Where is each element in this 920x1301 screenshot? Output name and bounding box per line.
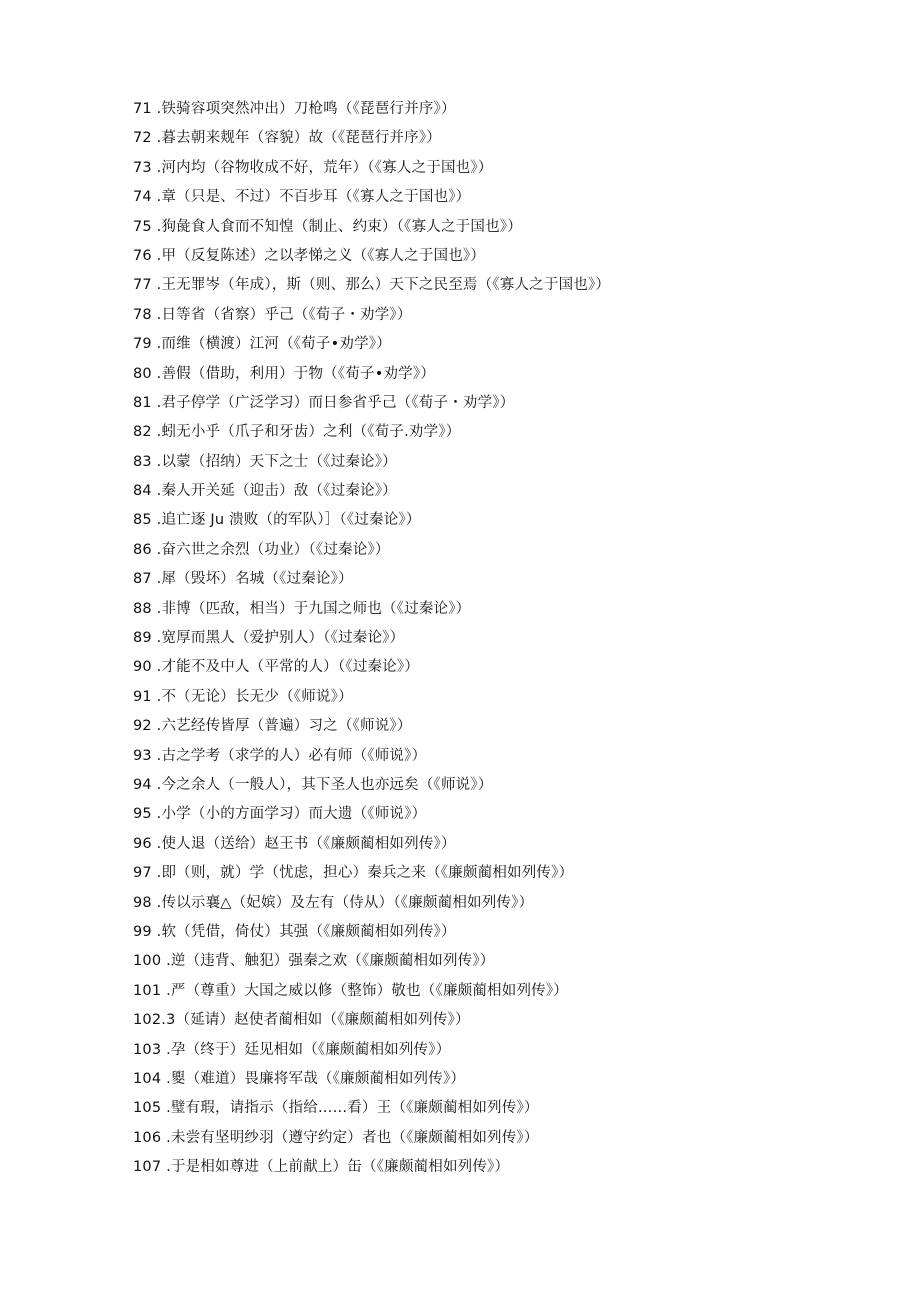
list-item [133,1006,893,1035]
entry-text: 97 .即（则，就）学（忧虑，担心）秦兵之来（《廉颇蔺相如列传》） [133,865,574,882]
entry-text: 104 .夓（难道）畏廉将军哉（《廉颇蔺相如列传》） [133,1070,466,1087]
entry-text: 101 .严（尊重）大国之威以修（整饰）敬也（《廉颇蔺相如列传》） [133,982,568,999]
list-item [133,418,893,447]
list-item [133,1094,893,1123]
entry-text: 96 .使人退（送给）赵王书（《廉颇蔺相如列传》） [133,835,456,852]
list-item [133,771,893,800]
entry-text: 85 .追亡逐 Ju 溃败（的军队）］（《过秦论》） [133,512,421,529]
entry-text: 94 .今之余人（一般人），其下圣人也亦远矣（《师说》） [133,776,493,793]
entry-text: 83 .以蒙（招纳）天下之士（《过秦论》） [133,453,397,470]
list-item [133,742,893,771]
entry-text: 86 .奋六世之余烈（功业）（《过秦论》） [133,541,390,558]
entry-text: 90 .才能不及中人（平常的人）（《过秦论》） [133,659,420,676]
entry-text: 74 .章（只是、不过）不百步耳（《寡人之于国也》） [133,189,471,206]
entry-text: 103 .孕（终于）廷见相如（《廉颇蔺相如列传》） [133,1041,451,1058]
list-item [133,653,893,682]
entry-text: 71 .铁骑容项突然冲出）刀枪鸣（《琵琶行并序》） [133,101,456,117]
entry-text: 92 .六艺经传皆厚（普遍）习之（《师说》） [133,718,412,735]
list-item [133,1153,893,1182]
entry-text: 87 .犀（毁坏）名城（《过秦论》） [133,571,353,588]
list-item [133,1065,893,1094]
entry-text: 93 .古之学考（求学的人）必有师（《师说》） [133,747,427,764]
entry-text: 77 .王无罪岑（年成），斯（则、那么）天下之民至焉（《寡人之于国也》） [133,277,611,294]
entry-text: 76 .甲（反复陈述）之以孝悌之义（《寡人之于国也》） [133,247,486,264]
list-item [133,800,893,829]
entry-list [133,95,893,1182]
list-item [133,506,893,535]
entry-text: 72 .暮去朝来觌年（容貌）故（《琵琶行并序》） [133,130,441,147]
entry-text: 100 .逆（违背、触犯）强秦之欢（《廉颇蔺相如列传》） [133,953,495,970]
list-item [133,889,893,918]
list-item [133,448,893,477]
list-item [133,389,893,418]
list-item [133,242,893,271]
entry-text: 98 .传以示襄△（妃嫔）及左有（侍从）（《廉颇蔺相如列传》） [133,894,534,911]
entry-text: 79 .而维（横渡）江河（《荀子•劝学》） [133,336,391,353]
list-item [133,830,893,859]
entry-text: 84 .秦人开关延（迎击）敌（《过秦论》） [133,483,397,500]
entry-text: 105 .璧有瑕，请指示（指给……看）王（《廉颇蔺相如列传》） [133,1100,539,1117]
list-item [133,154,893,183]
list-item [133,124,893,153]
entry-text: 78 .日等省（省察）乎己（《荀子・劝学》） [133,306,412,323]
list-item [133,859,893,888]
list-item [133,624,893,653]
list-item [133,595,893,624]
list-item [133,213,893,242]
list-item [133,95,893,124]
list-item [133,1036,893,1065]
entry-text: 91 .不（无论）长无少（《师说》） [133,688,353,705]
list-item [133,683,893,712]
list-item [133,565,893,594]
entry-text: 95 .小学（小的方面学习）而大遗（《师说》） [133,806,427,823]
list-item [133,330,893,359]
entry-text: 89 .宽厚而黑人（爱护别人）（《过秦论》） [133,630,405,647]
list-item [133,918,893,947]
entry-text: 82 .蚓无小乎（爪子和牙齿）之利（《荀子.劝学》） [133,424,461,441]
list-item [133,712,893,741]
list-item [133,947,893,976]
list-item [133,977,893,1006]
entry-text: 99 .软（凭借，倚仗）其强（《廉颇蔺相如列传》） [133,923,456,940]
entry-text: 106 .未尝有坚明纱羽（遵守约定）者也（《廉颇蔺相如列传》） [133,1129,539,1146]
entry-text: 80 .善假（借助，利用）于物（《荀子•劝学》） [133,365,436,382]
list-item [133,477,893,506]
list-item [133,271,893,300]
entry-text: 107 .于是相如尊进（上前献上）缶（《廉颇蔺相如列传》） [133,1159,510,1176]
entry-text: 102.3（延请）赵使者蔺相如（《廉颇蔺相如列传》） [133,1012,470,1029]
entry-text: 73 .河内均（谷物收成不好，荒年）（《寡人之于国也》） [133,159,493,176]
list-item [133,301,893,330]
entry-text: 75 .狗彘食人食而不知惶（制止、约束）（《寡人之于国也》） [133,218,522,235]
list-item [133,1124,893,1153]
list-item [133,360,893,389]
list-item [133,183,893,212]
entry-text: 88 .非博（匹敌，相当）于九国之师也（《过秦论》） [133,600,471,617]
entry-text: 81 .君子停学（广泛学习）而日参省乎己（《荀子・劝学》） [133,394,515,411]
list-item [133,536,893,565]
